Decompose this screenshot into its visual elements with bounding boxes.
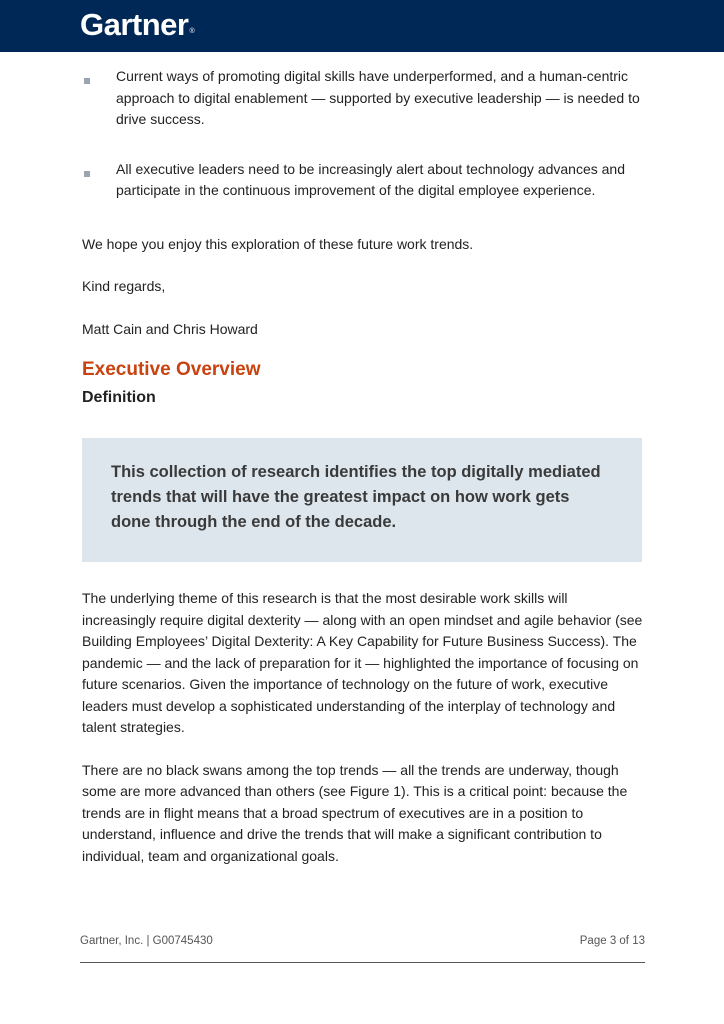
bullet-item <box>82 159 644 202</box>
footer-divider <box>80 962 645 963</box>
bullet-text: All executive leaders need to be increasingly alert about technology advances and participate in the continuous improvement of the digital employee experience. <box>116 160 625 198</box>
closing-hope: We hope you enjoy this exploration of these future work trends. <box>82 235 474 252</box>
body-paragraph: The underlying theme of this research is that the most desirable work skills will increasingly require digital dexterity — along with an open mindset and agile behavior (see Building Employees’ Digital Dexterity: A Key Capability for Future Business Success). The pandemic — and the lack of preparation for it — highlighted the importance of focusing on future scenarios. Given the importance of technology on the future of work, executive leaders must develop a sophisticated understanding of the interplay of technology and talent strategies. <box>82 590 643 735</box>
footer-doc-id: Gartner, Inc. | G00745430 <box>80 935 213 947</box>
body-paragraph: There are no black swans among the top trends — all the trends are underway, though some are more advanced than others (see Figure 1). This is a critical point: because the trends are in flight means that a broad spectrum of executives are in a position to understand, influence and drive the trends that will make a significant contribution to individual, team and organizational goals. <box>82 761 628 864</box>
callout-text: This collection of research identifies the top digitally mediated trends that will have the greatest impact on how work gets done through the end of the decade. <box>111 463 601 531</box>
page-content <box>82 66 644 867</box>
bullet-square-icon <box>84 171 90 177</box>
author-names: Matt Cain and Chris Howard <box>82 320 258 337</box>
closing-regards: Kind regards, <box>82 278 166 294</box>
callout-box <box>82 438 642 562</box>
subsection-title: Definition <box>82 389 156 406</box>
bullet-item <box>82 66 644 131</box>
section-title: Executive Overview <box>82 359 261 380</box>
bullet-text: Current ways of promoting digital skills have underperformed, and a human-centric approach to digital enablement — supported by executive leadership — is needed to drive success. <box>116 68 640 127</box>
bullet-square-icon <box>84 78 90 84</box>
footer-page-number: Page 3 of 13 <box>579 935 645 947</box>
gartner-logo: Gartner® <box>80 7 195 42</box>
page-header <box>0 0 724 52</box>
